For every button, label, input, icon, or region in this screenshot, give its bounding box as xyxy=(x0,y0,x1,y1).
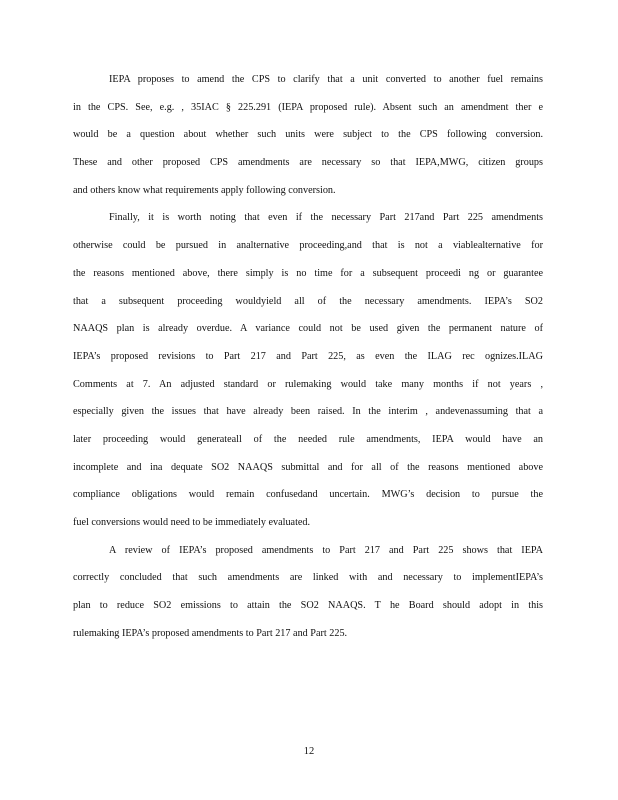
paragraph-2-line-8: especially given the issues that have already been raised. In the interim , andevenassuming that a xyxy=(73,406,543,418)
paragraph-1-line-4: These and other proposed CPS amendments are necessary so that IEPA,MWG, citizen groups xyxy=(73,157,543,169)
paragraph-2-line-11: compliance obligations would remain confusedand uncertain. MWG’s decision to pursue the xyxy=(73,489,543,501)
body-text xyxy=(73,66,543,647)
paragraph-3-line-2: correctly concluded that such amendments are linked with and necessary to implementIEPA’s xyxy=(73,572,543,584)
paragraph-2-line-6: IEPA’s proposed revisions to Part 217 and Part 225, as even the ILAG rec ognizes.ILAG xyxy=(73,350,543,362)
paragraph-1-line-2: in the CPS. See, e.g. , 35IAC § 225.291 (IEPA proposed rule). Absent such an amendment ther e xyxy=(73,101,543,113)
paragraph-2-line-1: Finally, it is worth noting that even if the necessary Part 217and Part 225 amendments xyxy=(109,212,543,224)
paragraph-3-line-4: rulemaking IEPA’s proposed amendments to Part 217 and Part 225. xyxy=(73,627,348,639)
paragraph-2-line-2: otherwise could be pursued in analternative proceeding,and that is not a viablealternative for xyxy=(73,240,543,252)
paragraph-2-line-12: fuel conversions would need to be immediately evaluated. xyxy=(73,517,311,528)
paragraph-2-line-4: that a subsequent proceeding wouldyield all of the necessary amendments. IEPA’s SO2 xyxy=(73,295,543,307)
paragraph-1-line-5: and others know what requirements apply following conversion. xyxy=(73,184,336,196)
paragraph-2-line-7: Comments at 7. An adjusted standard or rulemaking would take many months if not years , xyxy=(73,378,543,390)
paragraph-1-line-3: would be a question about whether such units were subject to the CPS following conversion. xyxy=(73,129,543,141)
paragraph-2-line-10: incomplete and ina dequate SO2 NAAQS submittal and for all of the reasons mentioned above xyxy=(73,461,543,473)
paragraph-3-line-1: A review of IEPA’s proposed amendments to Part 217 and Part 225 shows that IEPA xyxy=(109,544,543,556)
page-number: 12 xyxy=(303,746,315,757)
paragraph-2-line-3: the reasons mentioned above, there simply is no time for a subsequent proceedi ng or guarantee xyxy=(73,267,543,279)
paragraph-1-line-1: IEPA proposes to amend the CPS to clarify that a unit converted to another fuel remains xyxy=(109,74,543,85)
paragraph-2-line-9: later proceeding would generateall of the needed rule amendments, IEPA would have an xyxy=(73,433,543,445)
paragraph-2-line-5: NAAQS plan is already overdue. A variance could not be used given the permanent nature of xyxy=(73,323,543,335)
paragraph-3-line-3: plan to reduce SO2 emissions to attain the SO2 NAAQS. T he Board should adopt in this xyxy=(73,600,543,612)
